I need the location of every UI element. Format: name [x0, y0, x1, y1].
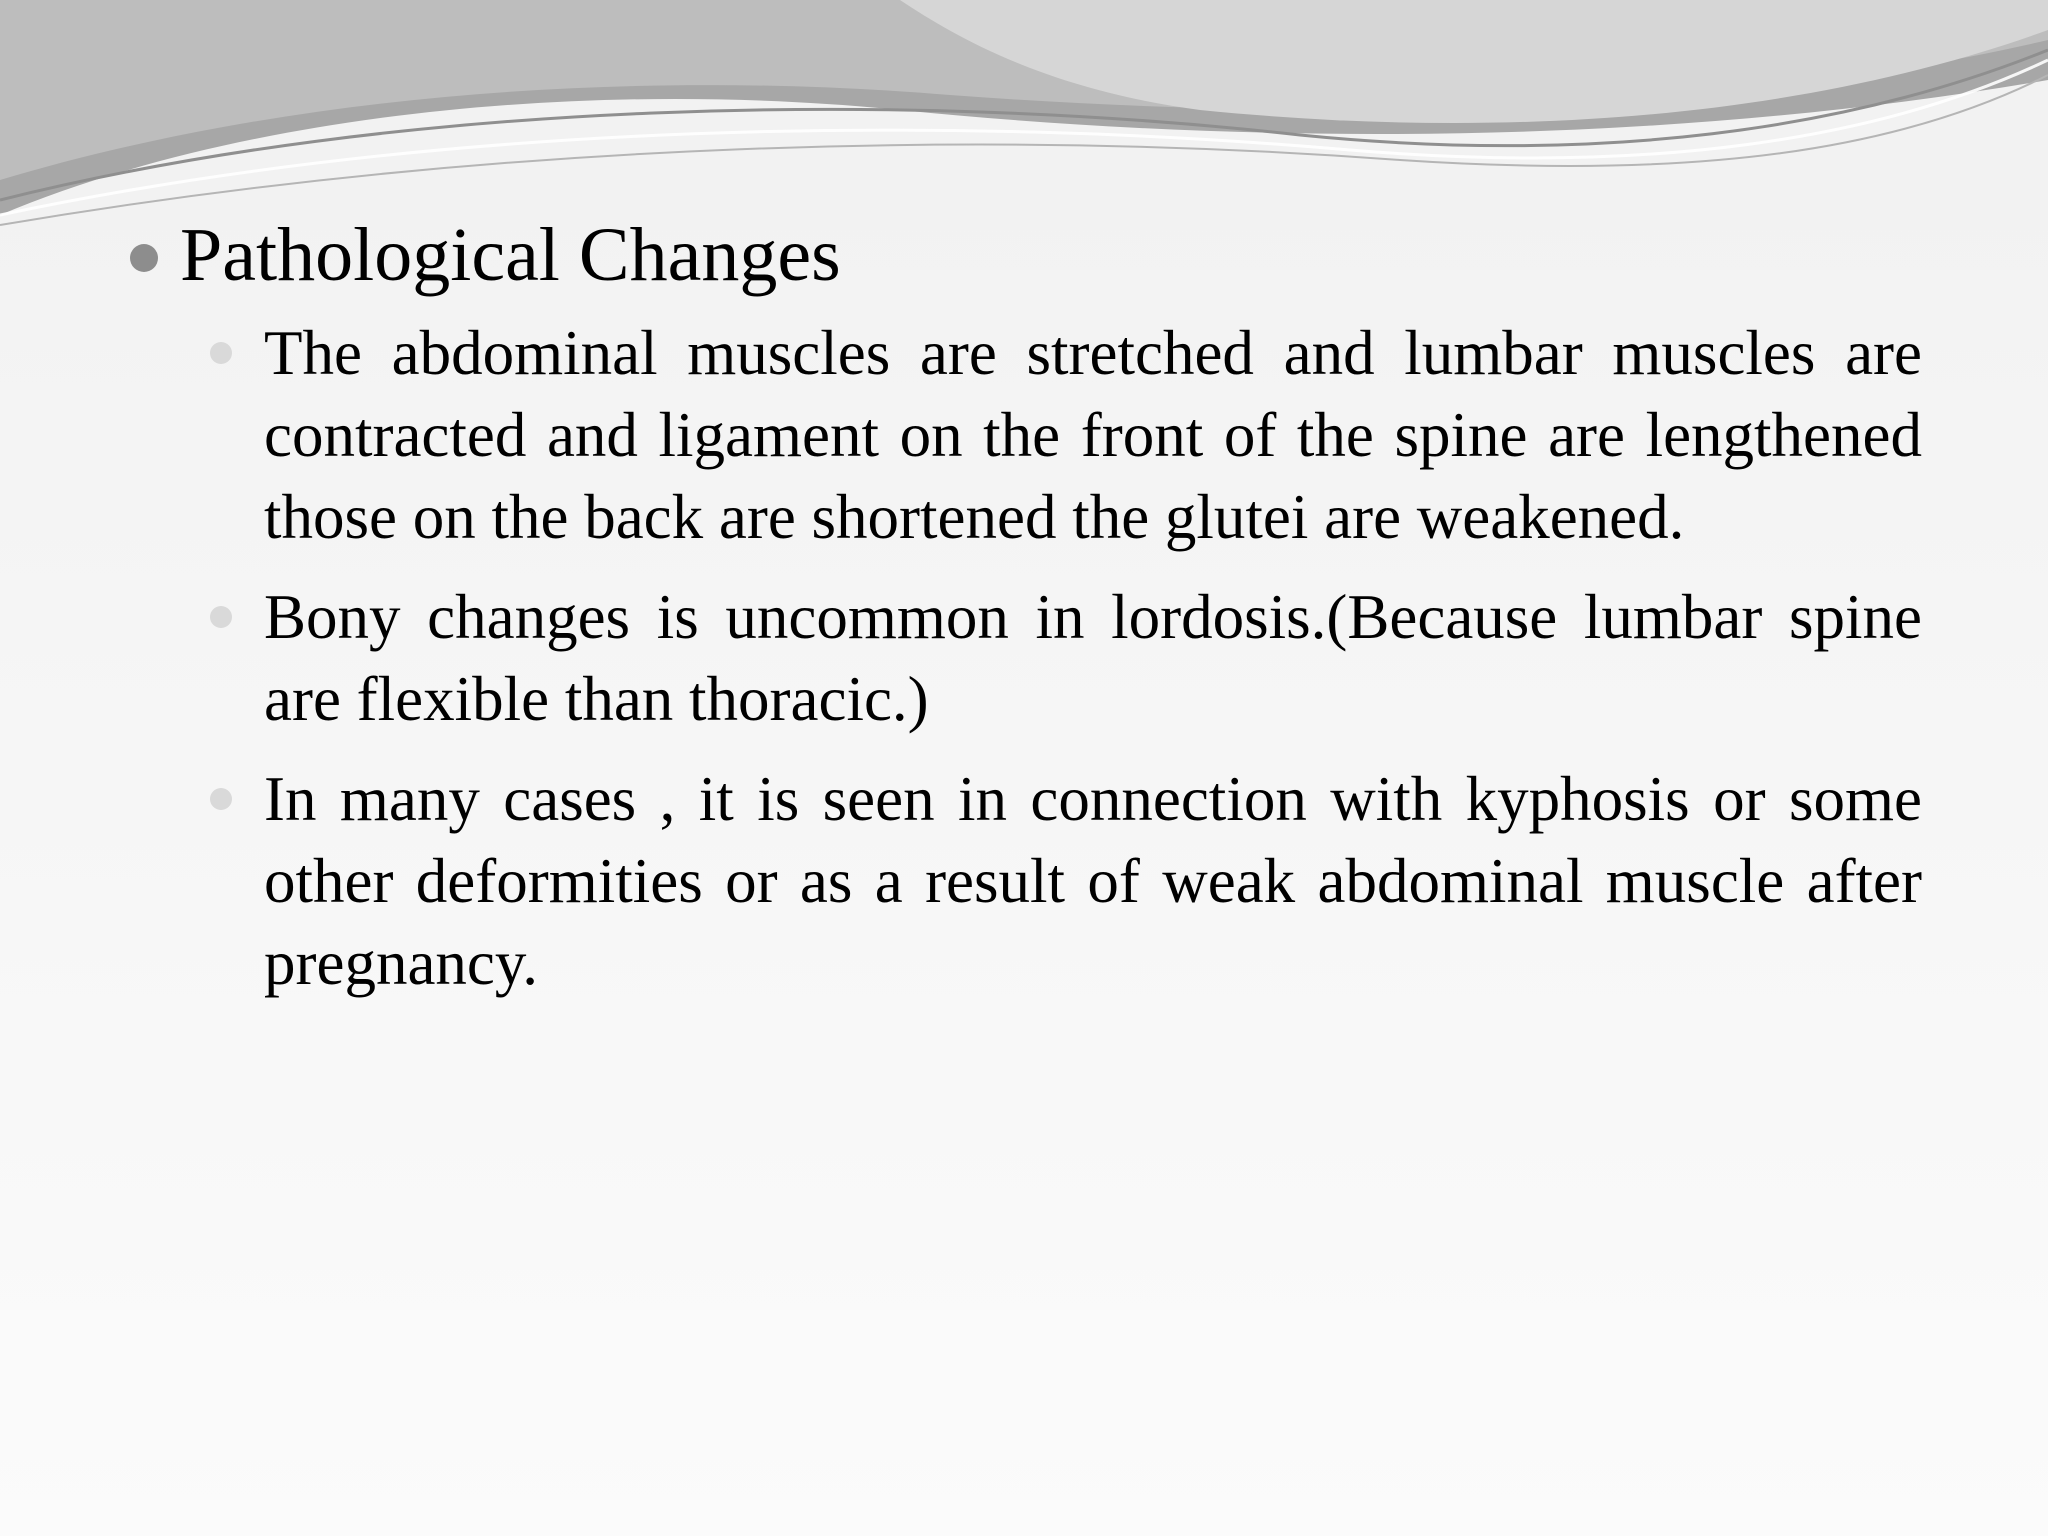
main-bullet-dot-icon [130, 244, 158, 272]
sub-bullet-dot-icon [210, 342, 232, 364]
sub-bullet-dot-icon [210, 606, 232, 628]
slide-content [130, 210, 1930, 1022]
sub-bullet-text: Bony changes is uncommon in lordosis.(Because lumbar spine are flexible than thoracic.) [264, 582, 1922, 734]
sub-bullet-dot-icon [210, 788, 232, 810]
sub-bullet-item [210, 758, 1922, 1004]
slide-heading: Pathological Changes [180, 213, 841, 297]
header-swoosh-decoration [0, 0, 2048, 240]
sub-bullet-item [210, 576, 1922, 740]
main-bullet-item [130, 210, 1930, 300]
sub-bullet-list [210, 312, 1922, 1004]
sub-bullet-text: The abdominal muscles are stretched and lumbar muscles are contracted and ligament on the front of the spine are lengthened those on the back are shortened the glutei are weakened. [264, 318, 1922, 552]
sub-bullet-text: In many cases , it is seen in connection with kyphosis or some other deformities or as a result of weak abdominal muscle after pregnancy. [264, 764, 1922, 998]
sub-bullet-item [210, 312, 1922, 558]
